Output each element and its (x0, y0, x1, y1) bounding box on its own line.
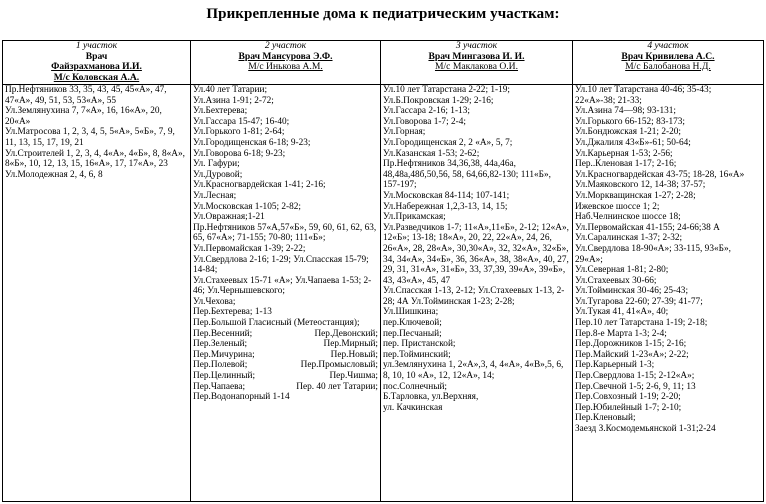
address-line: Пер.Свечной 1-5; 2-6, 9, 11; 13 (575, 381, 696, 392)
address-line: Ул.Разведчиков 1-7; 11«А»,11«Б», 2-12; 12«А», 12«Б»; 13-18; 18«А», 20, 22, 22«А», 24, 26, 26«А», 28, 28«А», 30,30«А», 32, 32«А», 32«Б», 34, 34«А», 34«Б», 36, 36«А», 38, 38«А», 40, 27, 29, 31, 31«А», 31«Б», 33, 37,39, 39«А», 39«Б», 43, 43«А», 45, 47 (383, 222, 569, 286)
address-line: Ул.Прикамская; (383, 212, 446, 223)
address-line: Ул.Набережная 1,2,3-13, 14, 15; (383, 201, 508, 212)
lane-pair-row (193, 360, 378, 371)
address-line: Ул.Саралинская 1-37; 2-32; (575, 233, 683, 244)
district-3-addresses (381, 85, 573, 502)
address-line: Пер.Карьерный 1-3; (575, 360, 655, 371)
address-line: Наб.Челнинское шоссе 18; (575, 212, 681, 223)
address-line: Ул.10 лет Татарстана 40-46; 35-43; (575, 85, 712, 95)
lane-pair-row (193, 350, 378, 361)
lane-pair-row (193, 382, 378, 393)
address-line: Ул.Дуровой; (193, 169, 243, 180)
address-line: Ижевское шоссе 1; 2; (575, 201, 660, 212)
address-line: Ул.Свердлова 2-16; 1-29; Ул.Спасская 15-79; 14-84; (193, 254, 369, 276)
district-1-nurse: М/с Коловская А.А. (53, 71, 140, 83)
district-4-nurse: М/с Балобанова Н.Д. (625, 61, 711, 72)
address-line: Ул.Матросова 1, 2, 3, 4, 5, 5«А», 5«Б», 7, 9, 11, 13, 15, 17, 19, 21 (5, 127, 175, 148)
address-line: Ул.Моркващинская 1-27; 2-28; (575, 190, 696, 201)
lane-name: Пер.Мирный; (323, 339, 378, 350)
address-line: пер. Пристанской; (383, 339, 456, 350)
address-line: пер.Ключевой; (383, 318, 442, 329)
address-line: Ул.Первомайская 1-39; 2-22; (193, 243, 306, 254)
address-line: Ул.Гассара 15-47; 16-40; (193, 116, 290, 127)
address-line: Ул.Горького 66-152; 83-173; (575, 116, 686, 127)
address-line: Ул.40 лет Татарии; (193, 85, 268, 95)
lane-name: Пер.Чишма; (329, 371, 378, 382)
address-line: Ул.Городищенская 6-18; 9-23; (193, 137, 311, 148)
header-row (3, 41, 764, 85)
lane-name: Пер.Целинный; (193, 371, 256, 382)
address-line: Ул.Землянухина 7, 7«А», 16, 16«А», 20, 20«А» (5, 106, 162, 127)
address-line: Ул.Говорова 6-18; 9-23; (193, 148, 286, 159)
address-line: Ул.Спасская 1-13, 2-12; Ул.Стахеевых 1-13, 2-28; 4А Ул.Тойминская 1-23; 2-28; (383, 286, 565, 307)
district-4-header (573, 41, 764, 85)
address-line: Пер.Большой Гласисный (Метеостанция); (193, 318, 360, 329)
address-line: Пер.Свердлова 1-15; 2-12«А»; (575, 371, 695, 382)
address-line: Ул.Маяковского 12, 14-38; 37-57; (575, 180, 706, 191)
lane-name: Пер.Промысловый; (300, 360, 378, 371)
address-line: Ул.Азина 1-91; 2-72; (193, 95, 274, 106)
district-4-number: 4 участок (647, 40, 689, 51)
district-2-doctor: Врач Мансурова Э.Ф. (238, 50, 333, 62)
district-3-doctor: Врач Мингазова И. И. (428, 50, 525, 62)
body-row (3, 85, 764, 502)
address-line: пос.Солнечный; (383, 381, 447, 392)
address-line: Ул.Джалиля 43«Б»-61; 50-64; (575, 137, 691, 148)
district-2-header (191, 41, 381, 85)
address-line: Ул.Лесная; (193, 190, 237, 201)
address-line: Ул.Тойминская 30-46; 25-43; (575, 286, 689, 297)
address-line: Пр.Нефтяников 57«А,57«Б», 59, 60, 61, 62, 63, 65, 67«А»; 71-155; 70-80; 111«Б»; (193, 222, 377, 244)
address-line: Ул.Горького 1-81; 2-64; (193, 127, 285, 138)
lane-name: Пер.Весенний; (193, 328, 253, 339)
address-line: Ул.10 лет Татарстана 2-22; 1-19; (383, 85, 510, 95)
lane-name: Пер.Мичурина; (193, 349, 255, 360)
address-line: Ул.Строителей 1, 2, 3, 4, 4«А», 4«Б», 8, 8«А», 8«Б», 10, 12, 13, 15, 16«А», 17, 17«А», 23 (5, 148, 185, 170)
address-line: Ул.Первомайская 41-155; 24-66;38 А (575, 222, 720, 233)
page-title: Прикрепленные дома к педиатрическим участкам: (206, 6, 560, 22)
district-1-addresses (3, 85, 191, 502)
district-3-nurse: М/с Маклакова О.И. (434, 61, 519, 72)
address-line: Ул.Казанская 1-53; 2-62; (383, 148, 480, 159)
address-line: Ул.Чехова; (193, 296, 236, 307)
address-line: Пер.Юбилейный 1-7; 2-10; (575, 402, 682, 413)
district-2-number: 2 участок (264, 40, 307, 51)
lane-name: Пер.Новый; (330, 349, 378, 360)
address-line: Ул.Тугарова 22-60; 27-39; 41-77; (575, 296, 703, 307)
district-1-role: Врач (85, 50, 108, 62)
district-4-doctor: Врач Кривилева А.С. (621, 50, 715, 62)
address-line: 22«А»-38; 21-33; (575, 95, 642, 106)
district-1-doctor: Файзрахманова И.И. (51, 61, 142, 72)
address-line: Ул.Городищенская 2, 2 «А», 5, 7; (383, 137, 513, 148)
lane-name: Пер.Чапаева; (193, 381, 246, 392)
district-3-number: 3 участок (455, 40, 498, 51)
address-line: Пр.Нефтяников 34,36,38, 44а,46а, 48,48а,48б,50,56, 58, 64,66,82-130; 111«Б», 157-197; (383, 159, 551, 191)
lane-name: Пер. 40 лет Татарии; (296, 381, 378, 392)
address-line: Пр.Нефтяников 33, 35, 43, 45, 45«А», 47, 47«А», 49, 51, 53, 53«А», 55 (5, 85, 167, 106)
district-4-addresses (573, 85, 764, 502)
address-line: Ул.Гассара 2-16; 1-13; (383, 106, 470, 117)
lane-name: Пер.Девонский; (314, 328, 378, 339)
address-line: Ул.Бондюжская 1-21; 2-20; (575, 127, 681, 138)
address-line: Ул.Северная 1-81; 2-80; (575, 265, 669, 276)
lane-name: Пер.Зеленый; (193, 339, 248, 350)
address-line: Пер.Совхозный 1-19; 2-20; (575, 392, 681, 403)
district-1-number: 1 участок (75, 40, 118, 51)
address-line: Пер.10 лет Татарстана 1-19; 2-18; (575, 318, 708, 329)
district-2-addresses (191, 85, 381, 502)
address-line: Б.Тарловка, ул.Верхняя, (383, 392, 479, 403)
address-line: ул. Качкинская (383, 402, 443, 413)
address-line: Ул.Бехтерева; (193, 106, 248, 117)
address-line: Ул.Молодежная 2, 4, 6, 8 (5, 169, 103, 180)
lane-pair-row (193, 371, 378, 382)
district-1-header (3, 41, 191, 85)
address-line: Пер.8-е Марта 1-3; 2-4; (575, 328, 667, 339)
address-line: Ул.Горная; (383, 127, 426, 138)
address-line: Пер.Кленовый; (575, 413, 636, 424)
address-line: Ул.Свердлова 18-90«А»; 33-115, 93«Б», 29«А»; (575, 243, 731, 265)
address-line: пер.Тойминский; (383, 349, 451, 360)
district-2-nurse: М/с Инькова А.М. (248, 61, 323, 72)
address-line: Пер.Бехтерева; 1-13 (193, 307, 272, 318)
district-3-header (381, 41, 573, 85)
address-line: Ул.Б.Покровская 1-29; 2-16; (383, 95, 494, 106)
address-line: Ул.Стахеевых 30-66; (575, 275, 657, 286)
address-line: Ул.Тукая 41, 41«А», 40; (575, 307, 669, 318)
address-line: Ул.Шишкина; (383, 307, 439, 318)
address-line: Ул.Красногвардейская 1-41; 2-16; (193, 180, 326, 191)
lane-pair-row (193, 329, 378, 340)
lane-name: Пер.Полевой; (193, 360, 248, 371)
address-line: Ул.Говорова 1-7; 2-4; (383, 116, 466, 127)
lane-pair-row (193, 339, 378, 350)
address-line: Пер.Водонапорный 1-14 (193, 392, 290, 403)
address-line: Ул.Азина 74—98; 93-131; (575, 106, 677, 117)
address-line: Ул.Стахеевых 15-71 «А»; Ул.Чапаева 1-53; 2-46; Ул.Чернышевского; (193, 275, 372, 297)
address-line: ул.Землянухина 1, 2«А»,3, 4, 4«А», 4«В»,5, 6, 8, 10, 10 «А», 12, 12«А», 14; (383, 360, 564, 382)
address-line: Ул.Московская 1-105; 2-82; (193, 201, 302, 212)
address-line: Пер..Кленовая 1-17; 2-16; (575, 159, 677, 170)
address-line: пер.Песчаный; (383, 328, 442, 339)
districts-table (2, 40, 764, 502)
address-line: Ул.Овражная;1-21 (193, 212, 265, 223)
address-line: Пер.Дорожников 1-15; 2-16; (575, 339, 687, 350)
address-line: Ул.Красногвардейская 43-75; 18-28, 16«А» (575, 169, 745, 180)
address-line: Ул.Московская 84-114; 107-141; (383, 190, 510, 201)
address-line: Пер.Майский 1-23«А»; 2-22; (575, 349, 689, 360)
address-line: Ул. Гафури; (193, 159, 240, 170)
address-line: Ул.Карьерная 1-53; 2-56; (575, 148, 673, 159)
address-line: Заезд З.Космодемьянской 1-31;2-24 (575, 424, 716, 434)
